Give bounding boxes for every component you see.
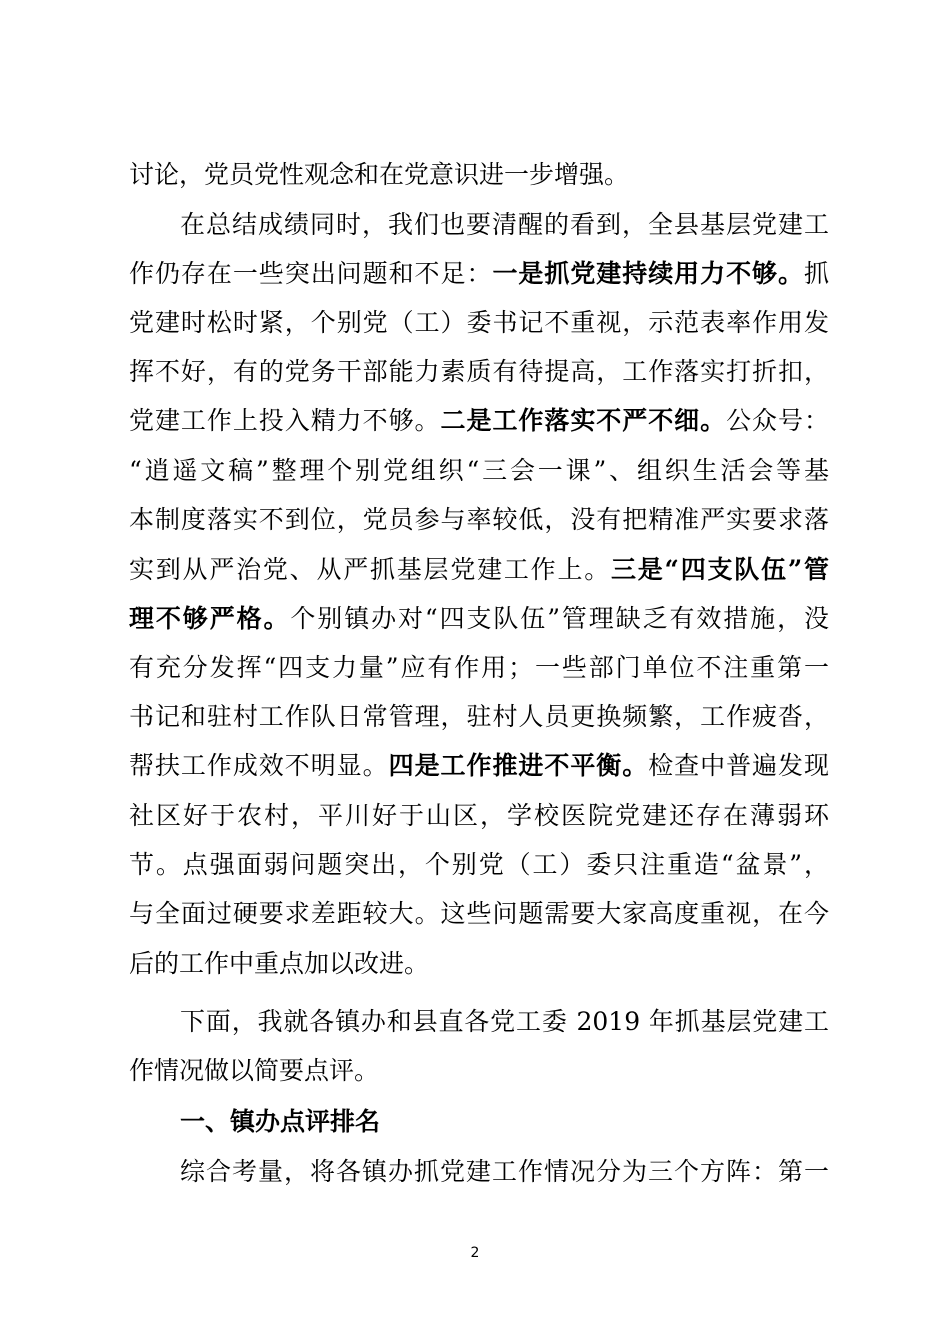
paragraph-1-line-13 <box>129 794 829 838</box>
paragraph-1-line-8 <box>129 548 829 592</box>
paragraph-2-line-2 <box>129 1049 829 1093</box>
text-segment: 书记和驻村工作队日常管理，驻村人员更换频繁，工作疲沓， <box>129 702 829 731</box>
text-segment: 挥不好，有的党务干部能力素质有待提高，工作落实打折扣， <box>129 357 829 386</box>
paragraph-1-line-5 <box>129 399 829 443</box>
text-segment: 作仍存在一些突出问题和不足： <box>129 259 493 288</box>
text-segment: 与全面过硬要求差距较大。这些问题需要大家高度重视，在今 <box>129 899 829 928</box>
paragraph-1-line-16 <box>129 942 829 986</box>
paragraph-1-line-7 <box>129 498 829 542</box>
text-segment: 讨论，党员党性观念和在党意识进一步增强。 <box>129 160 630 189</box>
paragraph-2-line-1 <box>180 1000 829 1044</box>
paragraph-1-line-4 <box>129 350 829 394</box>
paragraph-1-line-15 <box>129 892 829 936</box>
page-number: 2 <box>470 1245 480 1261</box>
text-segment: 实到从严治党、从严抓基层党建工作上。 <box>129 555 611 584</box>
text-segment: 综合考量，将各镇办抓党建工作情况分为三个方阵：第一 <box>180 1157 829 1186</box>
bold-text-segment: 理不够严格。 <box>129 604 291 633</box>
bold-text-segment: 一、镇办点评排名 <box>180 1107 381 1136</box>
paragraph-3-line-1 <box>180 1150 829 1194</box>
text-segment: 在总结成绩同时，我们也要清醒的看到，全县基层党建工 <box>180 210 829 239</box>
text-segment: 检查中普遍发现 <box>648 751 829 780</box>
paragraph-1-line-14 <box>129 843 829 887</box>
text-segment: 抓 <box>803 259 829 288</box>
text-segment: “逍遥文稿”整理个别党组织“三会一课”、组织生活会等基 <box>129 456 829 485</box>
text-segment: 公众号： <box>726 406 829 435</box>
paragraph-1-line-2 <box>129 252 829 296</box>
paragraph-1-line-6 <box>129 449 829 493</box>
text-segment: 有充分发挥“四支力量”应有作用；一些部门单位不注重第一 <box>129 653 829 682</box>
paragraph-1-line-3 <box>129 301 829 345</box>
text-segment: 社区好于农村，平川好于山区，学校医院党建还存在薄弱环 <box>129 801 829 830</box>
text-segment: 党建时松时紧，个别党（工）委书记不重视，示范表率作用发 <box>129 308 829 337</box>
bold-text-segment: 二是工作落实不严不细。 <box>440 406 727 435</box>
text-line-1 <box>129 153 829 197</box>
text-segment: 帮扶工作成效不明显。 <box>129 751 389 780</box>
text-segment: 本制度落实不到位，党员参与率较低，没有把精准严实要求落 <box>129 505 829 534</box>
bold-text-segment: 四是工作推进不平衡。 <box>388 751 649 780</box>
paragraph-1-line-9 <box>129 597 829 641</box>
paragraph-1-line-10 <box>129 646 829 690</box>
text-segment: 个别镇办对“四支队伍”管理缺乏有效措施，没 <box>290 604 829 633</box>
bold-text-segment: 一是抓党建持续用力不够。 <box>492 259 804 288</box>
bold-text-segment: 三是“四支队伍”管 <box>611 555 829 584</box>
paragraph-1-line-1 <box>180 203 829 247</box>
text-segment: 作情况做以简要点评。 <box>129 1056 380 1085</box>
text-segment: 下面，我就各镇办和县直各党工委 2019 年抓基层党建工 <box>180 1007 829 1036</box>
text-segment: 节。点强面弱问题突出，个别党（工）委只注重造“盆景”， <box>129 850 829 879</box>
text-segment: 党建工作上投入精力不够。 <box>129 406 441 435</box>
paragraph-1-line-11 <box>129 695 829 739</box>
text-segment: 后的工作中重点加以改进。 <box>129 949 430 978</box>
section-heading <box>180 1100 829 1144</box>
paragraph-1-line-12 <box>129 744 829 788</box>
